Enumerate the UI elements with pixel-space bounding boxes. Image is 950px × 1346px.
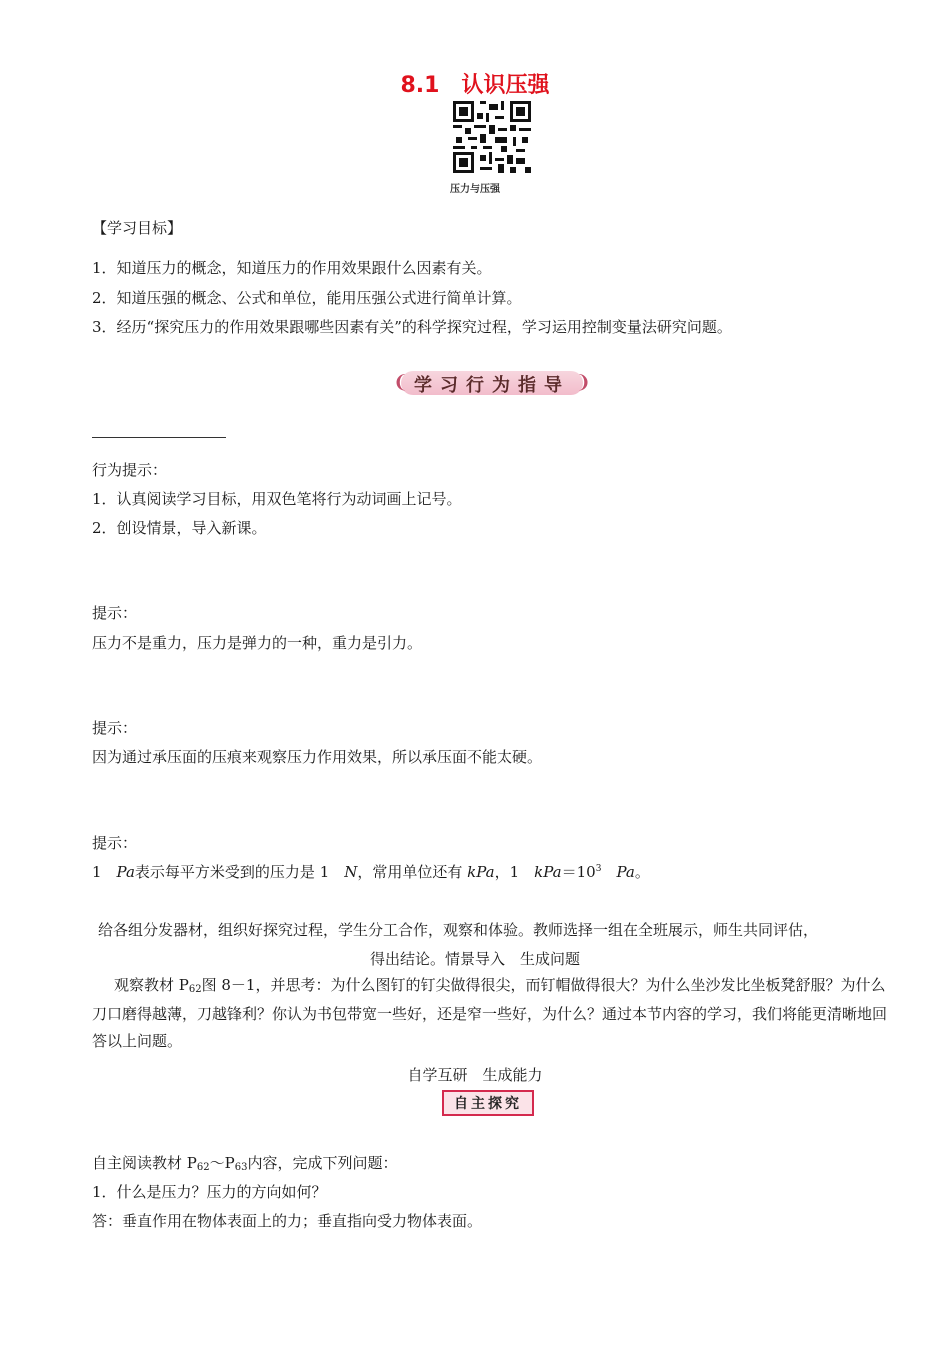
page-title: 8.1 认识压强 bbox=[400, 73, 550, 98]
self-study-tag bbox=[442, 1090, 534, 1116]
question: 1．什么是压力？压力的方向如何？ bbox=[92, 1183, 327, 1201]
hint-text: 压力不是重力，压力是弹力的一种，重力是引力。 bbox=[92, 634, 423, 652]
answer: 答：垂直作用在物体表面上的力；垂直指向受力物体表面。 bbox=[92, 1212, 483, 1230]
behavior-item: 1．认真阅读学习目标，用双色笔将行为动词画上记号。 bbox=[92, 490, 462, 508]
hint-label: 提示： bbox=[92, 719, 138, 737]
section-heading: 自学互研 生成能力 bbox=[407, 1066, 543, 1084]
section-banner bbox=[393, 366, 591, 400]
behavior-heading: 行为提示： bbox=[92, 461, 168, 479]
banner-flourish-left-icon: ❨ bbox=[393, 372, 409, 393]
hint-label: 提示： bbox=[92, 604, 138, 622]
hint-text: 1 Pa表示每平方米受到的压力是 1 N，常用单位还有 kPa，1 $kPa=10^3$ Pa。 bbox=[92, 863, 650, 881]
objectives-heading: 【学习目标】 bbox=[92, 219, 183, 237]
banner-text: 学习行为指导 bbox=[414, 375, 570, 396]
hint-label: 提示： bbox=[92, 834, 138, 852]
hint-text: 因为通过承压面的压痕来观察压力作用效果，所以承压面不能太硬。 bbox=[92, 748, 543, 766]
behavior-item: 2．创设情景，导入新课。 bbox=[92, 519, 267, 537]
objective-item: 2．知道压强的概念、公式和单位，能用压强公式进行简单计算。 bbox=[92, 289, 522, 307]
objective-item: 1．知道压力的概念，知道压力的作用效果跟什么因素有关。 bbox=[92, 259, 492, 277]
observe-paragraph: 观察教材 P62图 8－1，并思考：为什么图钉的钉尖做得很尖，而钉帽做得很大？为什么坐沙发比坐板凳舒服？为什么刀口磨得越薄，刀越锋利？你认为书包带宽一些好，还是窄一些好，为什么？通过本节内容的学习，我们将能更清晰地回答以上问题。 bbox=[92, 976, 888, 1050]
teacher-note-line: 得出结论。情景导入 生成问题 bbox=[369, 950, 580, 968]
self-study-tag-text: 自主探究 bbox=[454, 1096, 522, 1112]
teacher-note-line: 给各组分发器材，组织好探究过程，学生分工合作，观察和体验。教师选择一组在全班展示，师生共同评估， bbox=[98, 921, 819, 939]
banner-flourish-right-icon: ❩ bbox=[575, 372, 591, 393]
selfread-instruction: 自主阅读教材 P62～P63内容，完成下列问题： bbox=[92, 1154, 398, 1173]
divider bbox=[92, 437, 226, 438]
qr-code[interactable] bbox=[453, 101, 531, 173]
objective-item: 3．经历“探究压力的作用效果跟哪些因素有关”的科学探究过程，学习运用控制变量法研究问题。 bbox=[92, 318, 732, 336]
qr-caption: 压力与压强 bbox=[450, 184, 500, 195]
